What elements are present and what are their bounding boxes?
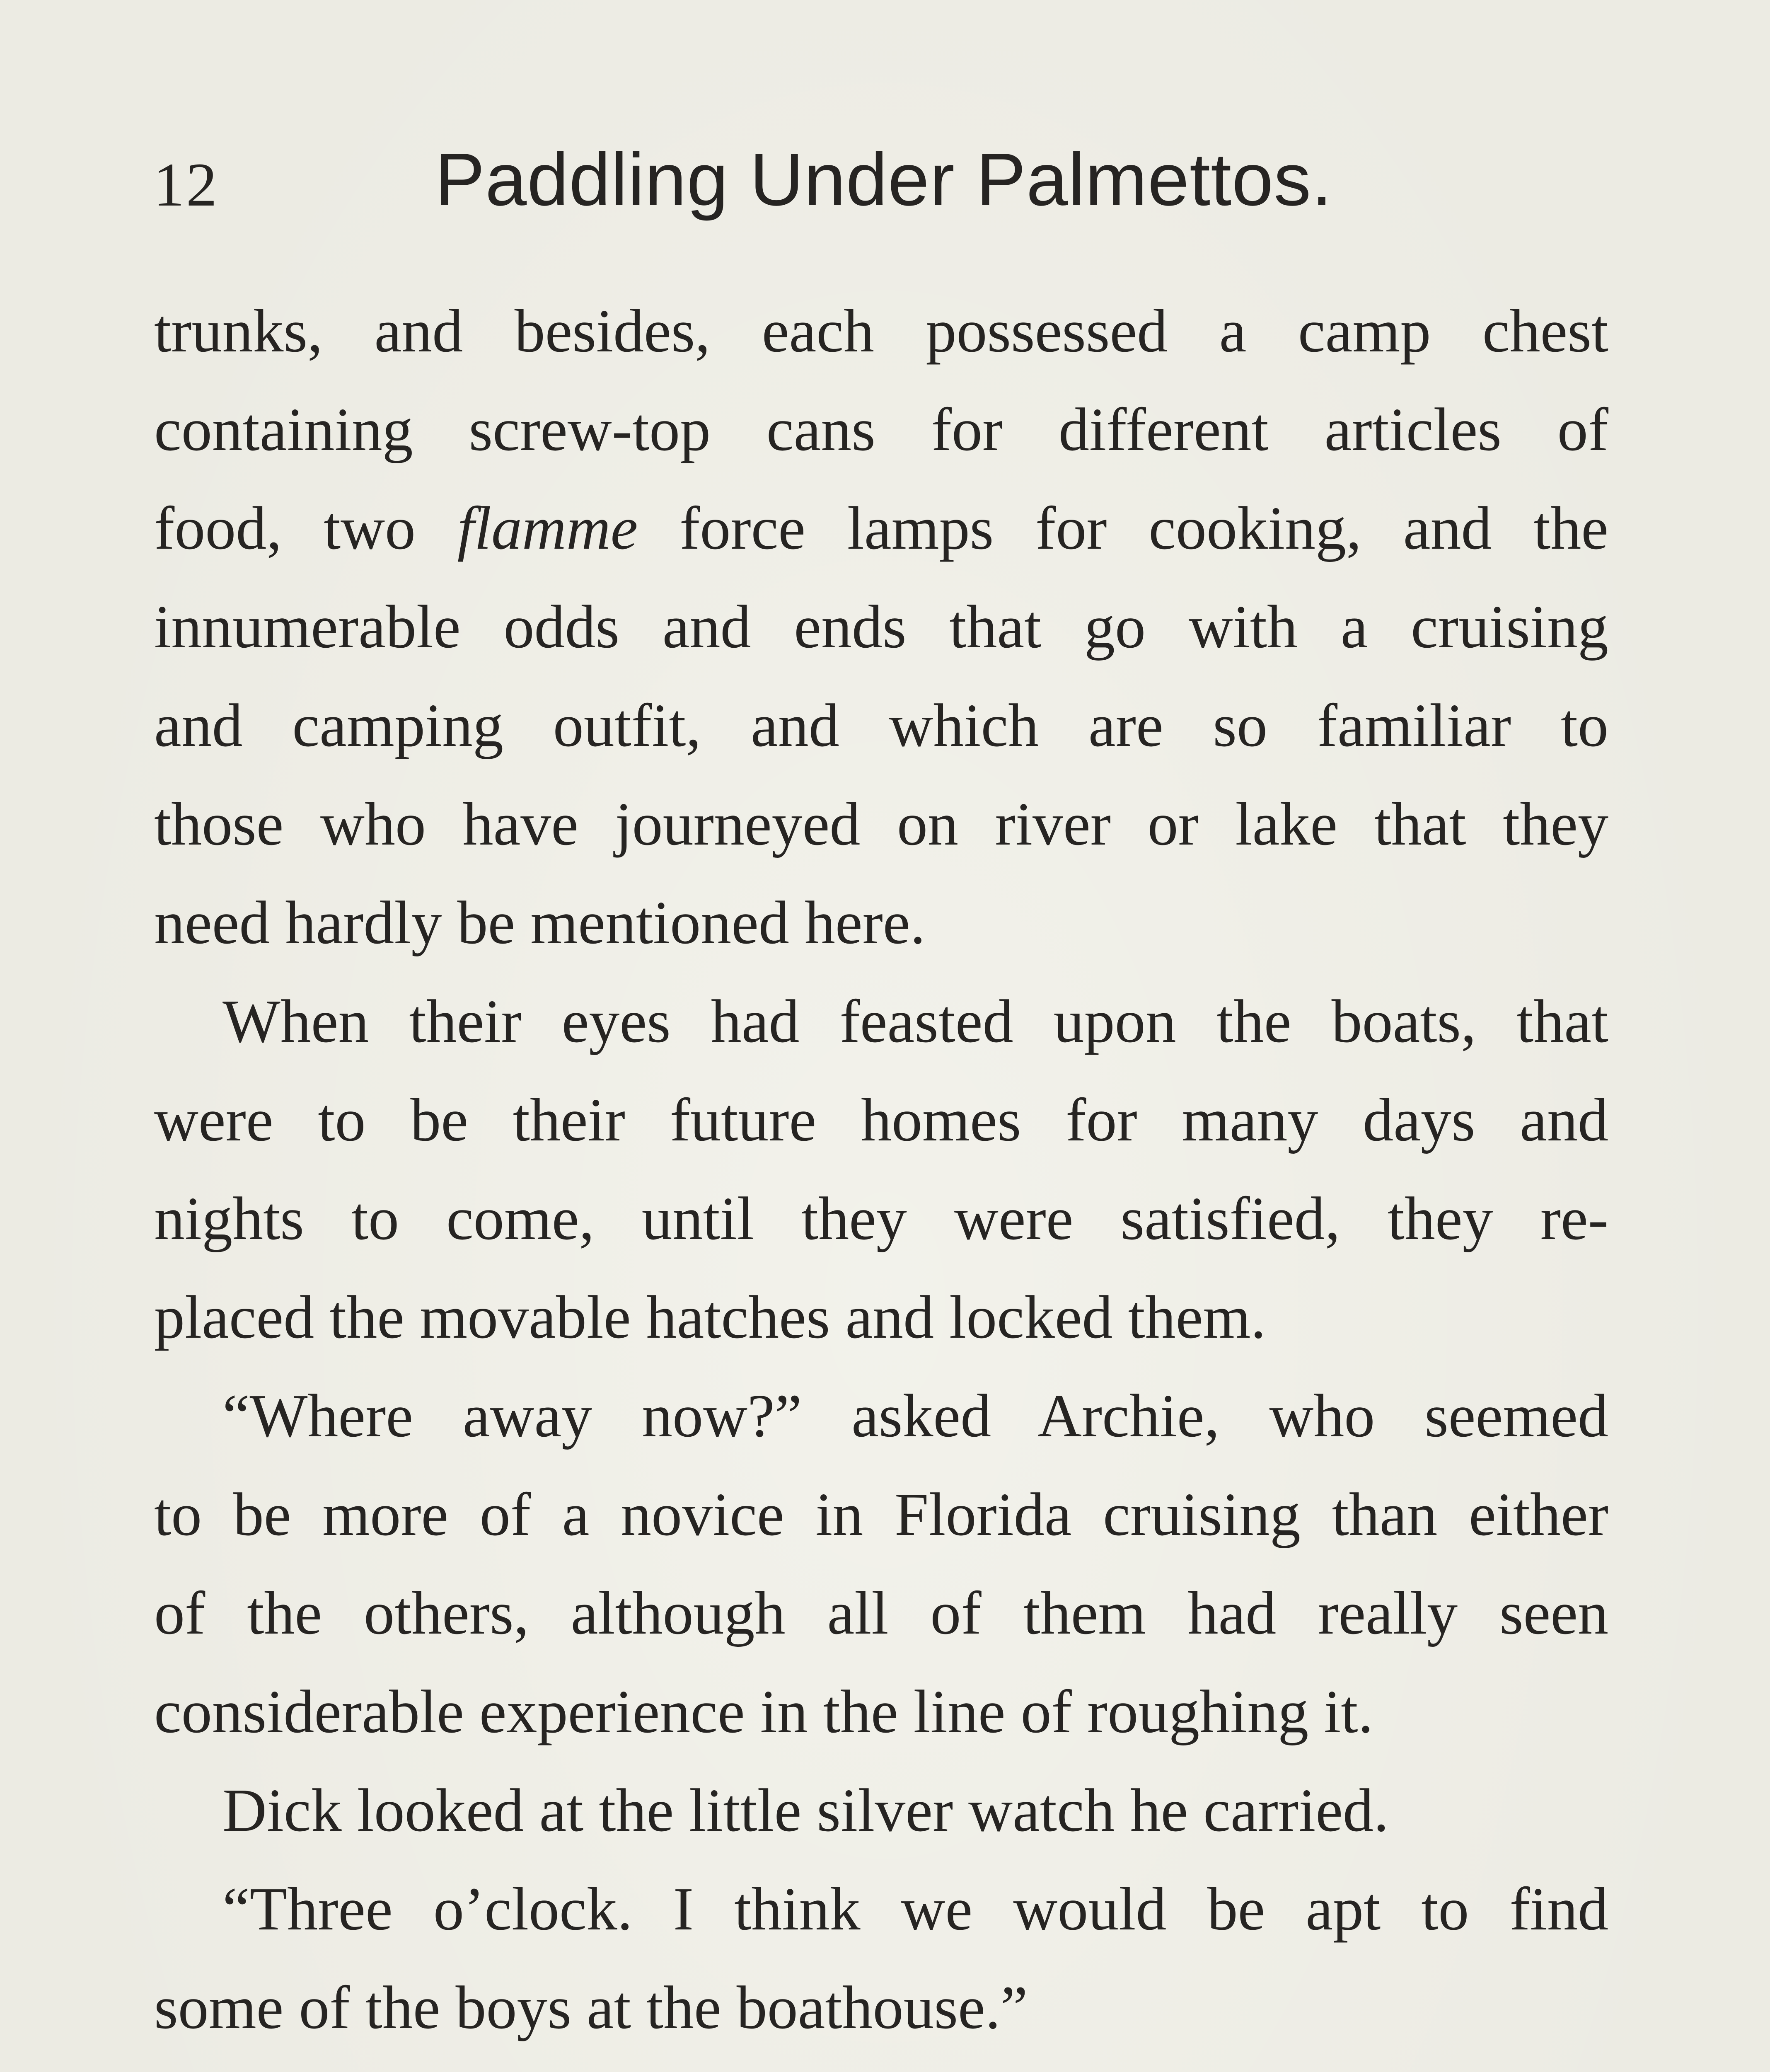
text-line: containing screw-top cans for different articles of [154,396,1608,464]
text-line: “Where away now?” asked Archie, who seemed [222,1382,1608,1450]
text-line [154,479,1608,578]
text-line: to be more of a novice in Florida cruising than either [154,1481,1608,1549]
text-line: innumerable odds and ends that go with a cruising [154,593,1608,661]
text-line: nights to come, until they were satisfied, they re- [154,1185,1608,1253]
text-line-start: food, two [154,494,457,562]
text-line: When their eyes had feasted upon the boats, that [222,988,1608,1055]
italic-word: flamme [457,494,638,562]
text-line: and camping outfit, and which are so familiar to [154,692,1608,760]
text-line-end: force lamps for cooking, and the [638,494,1608,562]
text-line: trunks, and besides, each possessed a camp chest [154,297,1608,365]
text-line: were to be their future homes for many days and [154,1086,1608,1154]
page-number: 12 [153,150,219,219]
running-title: Paddling Under Palmettos. [435,138,1333,221]
text-line: of the others, although all of them had really seen [154,1579,1608,1647]
text-line: placed the movable hatches and locked them. [154,1283,1266,1351]
text-line: some of the boys at the boathouse.” [154,1974,1028,2042]
body-text [154,282,1608,2072]
page-header [153,137,1603,244]
text-line: need hardly be mentioned here. [154,889,926,957]
text-line: those who have journeyed on river or lake that they [154,790,1608,858]
text-line [154,2057,1608,2072]
text-line: considerable experience in the line of roughing it. [154,1678,1373,1746]
text-line: Dick looked at the little silver watch he carried. [222,1777,1389,1844]
text-line: “Three o’clock. I think we would be apt to find [222,1875,1608,1943]
